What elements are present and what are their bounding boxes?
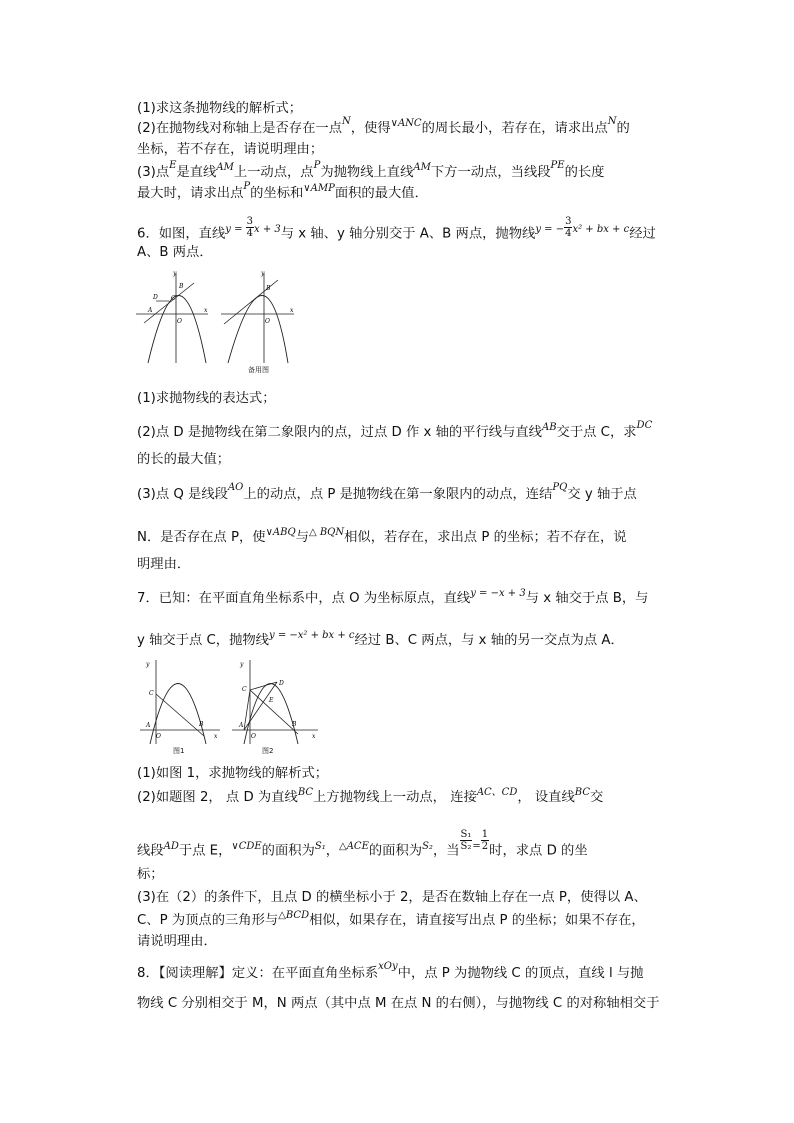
- q6-graph-main: [136, 270, 208, 363]
- point-label-b: B: [266, 285, 271, 292]
- q6-part2: (2)点 D 是抛物线在第二象限内的点，过点 D 作 x 轴的平行线与直线$^{AB}$交于点 C，求$^{DC}$: [137, 420, 653, 440]
- q8-stem: 8．【阅读理解】定义：在平面直角坐标系$^{xOy}$中，点 P 为抛物线 C 的顶点，直线 l 与抛: [137, 961, 644, 981]
- axis-label-y: y: [261, 270, 265, 277]
- q6-part2-cont: 的长的最大值；: [137, 452, 231, 467]
- axis-label-y: y: [240, 661, 244, 668]
- point-label-a: A: [148, 307, 153, 314]
- origin-label: O: [265, 318, 270, 325]
- point-label-c: C: [171, 295, 176, 302]
- q7-part2-cont: 线段$^{AD}$于点 E，$^{\vee CDE}$的面积为$^{S_1}$，$^{\triangle ACE}$的面积为$^{S_2}$，当 $\frac{\text{S₁}}{\text{S₂}}$ = $\frac{1}{2}$ 时，求点 D 的坐: [137, 829, 588, 859]
- q5-part2-cont: 坐标，若不存在，请说明理由；: [137, 142, 324, 157]
- origin-label: O: [156, 733, 161, 740]
- q7-part3-cont: C、P 为顶点的三角形与$^{\triangle BCD}$相似，如果存在，请直接写出点 P 的坐标；如果不存在，: [137, 910, 645, 928]
- q7-stem-cont: y 轴交于点 C，抛物线$^{y = -x^2 + bx + c}$经过 B、C 两点，与 x 轴的另一交点为点 A．: [137, 630, 624, 648]
- axis-label-y: y: [173, 270, 177, 277]
- q7-part3: (3)在（2）的条件下，且点 D 的横坐标小于 2，是否在数轴上存在一点 P，使得以 A、: [137, 890, 647, 905]
- point-label-b: B: [292, 721, 297, 728]
- fraction-1-2: $\frac{1}{2}$: [481, 829, 489, 852]
- q6-part3: (3)点 Q 是线段$^{AO}$上的动点，点 P 是抛物线在第一象限内的动点，连结$^{PQ}$交 y 轴于点: [137, 482, 637, 502]
- q7-figure1: [140, 660, 220, 744]
- point-label-d: D: [153, 294, 158, 301]
- q5-part2: (2)在抛物线对称轴上是否存在一点$^N$，使得$^{\vee ANC}$的周长最小，若存在，请求出点$^N$的: [137, 116, 630, 136]
- q7-figure1-caption: 图1: [173, 747, 185, 755]
- point-label-a: A: [239, 722, 244, 729]
- axis-label-x: x: [312, 733, 316, 740]
- fraction-3-4-b: $\frac{3}{4}$: [565, 216, 572, 239]
- fraction-3-4: $\frac{3}{4}$: [246, 216, 254, 239]
- q7-part3-end: 请说明理由．: [137, 934, 217, 949]
- point-label-a: A: [146, 722, 151, 729]
- q7-part1: (1)如图 1，求抛物线的解析式；: [137, 766, 329, 781]
- q7-part2: (2)如题图 2， 点 D 为直线$^{BC}$上方抛物线上一动点， 连接$^{AC、CD}$， 设直线$^{BC}$交: [137, 787, 604, 805]
- origin-label: O: [251, 733, 256, 740]
- q6-stem-cont: A、B 两点．: [137, 245, 213, 260]
- point-label-b: B: [199, 721, 204, 728]
- point-label-c: C: [149, 690, 154, 697]
- q6-figures: [136, 268, 296, 373]
- q6-part3-end: 明理由．: [137, 557, 191, 572]
- axis-label-y: y: [146, 661, 150, 668]
- q7-figures: [138, 658, 323, 758]
- q6-backup-caption: 备用图: [248, 366, 269, 374]
- q6-stem: 6．如图，直线$^{y =}$ $\frac{3}{4}$ $^{x + 3}$与 x 轴、y 轴分别交于 A、B 两点，抛物线$^{y = -}$ $\frac{3}{4}$ $^{x^2 + bx + c}$经过: [137, 216, 656, 242]
- q5-part1: (1)求这条抛物线的解析式；: [137, 101, 303, 116]
- point-label-c: C: [242, 686, 247, 693]
- point-label-d: D: [279, 680, 284, 687]
- axis-label-x: x: [204, 307, 208, 314]
- axis-label-x: x: [214, 733, 218, 740]
- q7-stem: 7．已知：在平面直角坐标系中，点 O 为坐标原点，直线$^{y = -x + 3}$与 x 轴交于点 B，与: [137, 588, 649, 606]
- q8-stem-cont: 物线 C 分别相交于 M，N 两点（其中点 M 在点 N 的右侧），与抛物线 C 的对称轴相交于: [137, 996, 660, 1011]
- q6-graph-backup: [221, 270, 294, 363]
- fraction-s1-s2: $\frac{\text{S₁}}{\text{S₂}}$: [460, 829, 472, 852]
- q7-figure2-caption: 图2: [262, 747, 274, 755]
- axis-label-x: x: [290, 307, 294, 314]
- q6-part1: (1)求抛物线的表达式；: [137, 391, 276, 406]
- point-label-b: B: [179, 283, 184, 290]
- q5-part3-cont: 最大时，请求出点$^P$的坐标和$^{\vee AMP}$面积的最大值．: [137, 181, 428, 201]
- q6-part3-cont: N．是否存在点 P，使$^{\vee ABQ}$与$^{\triangle BQN}$相似，若存在，求出点 P 的坐标；若不存在，说: [137, 527, 627, 545]
- q7-figure2: [232, 660, 318, 744]
- point-label-e: E: [269, 697, 274, 704]
- origin-label: O: [177, 318, 182, 325]
- q7-part2-end: 标；: [137, 867, 164, 882]
- q5-part3: (3)点$^E$是直线$^{AM}$上一动点，点$^P$为抛物线上直线$^{AM}$下方一动点，当线段$^{PE}$的长度: [137, 160, 605, 180]
